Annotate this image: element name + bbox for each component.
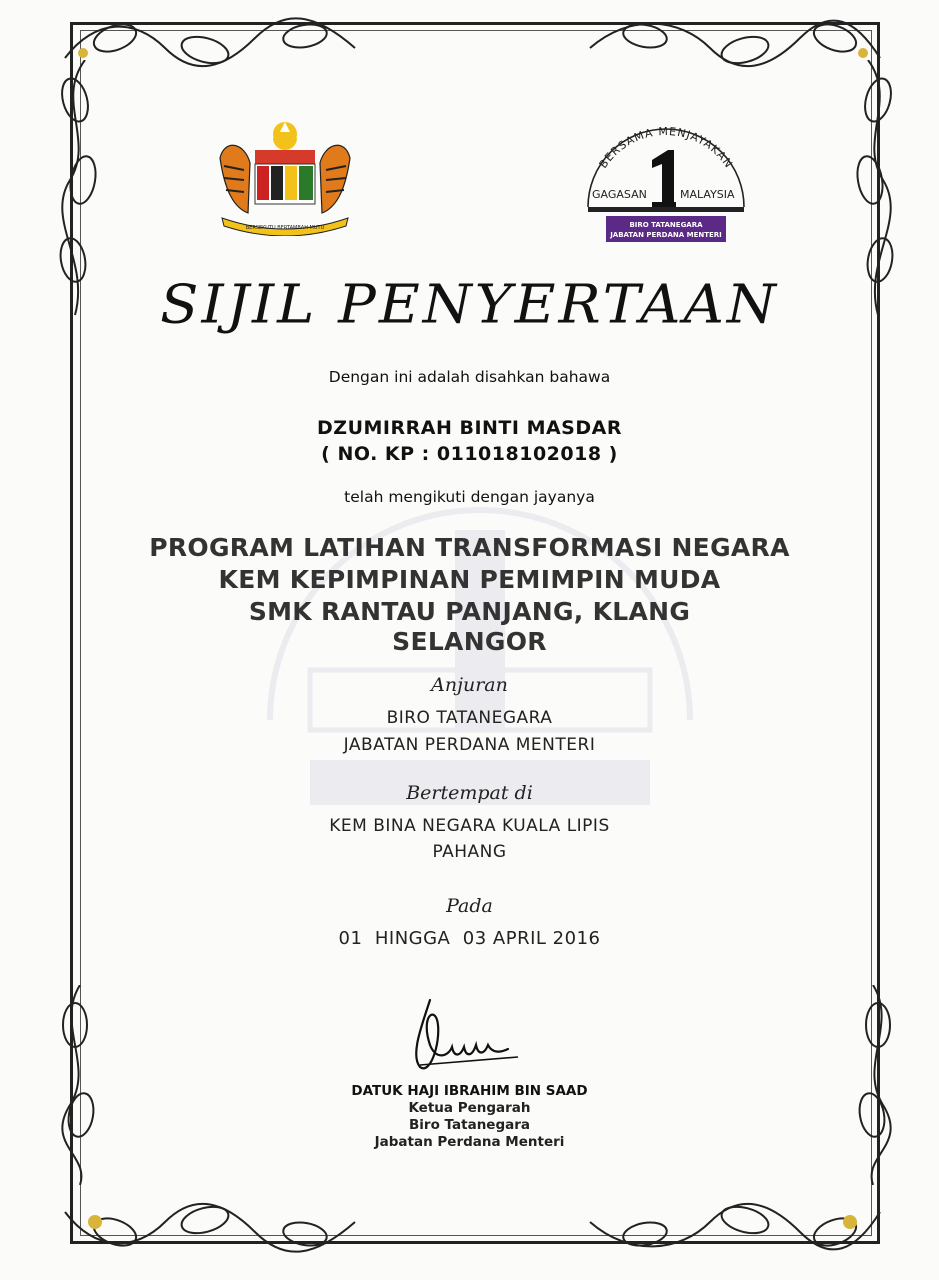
venue-line-1: KEM BINA NEGARA KUALA LIPIS	[329, 816, 610, 836]
signatory-name: DATUK HAJI IBRAHIM BIN SAAD	[351, 1083, 588, 1099]
recipient-name: DZUMIRRAH BINTI MASDAR	[317, 417, 622, 439]
ornament-bottom	[55, 1192, 890, 1267]
program-line-2: KEM KEPIMPINAN PEMIMPIN MUDA	[218, 565, 721, 594]
intro-text: Dengan ini adalah disahkan bahawa	[328, 368, 611, 386]
ornament-top	[55, 8, 890, 78]
organised-label: Anjuran	[431, 674, 508, 696]
completion-text: telah mengikuti dengan jayanya	[344, 488, 595, 506]
organiser-line-2: JABATAN PERDANA MENTERI	[343, 735, 596, 755]
certificate-title: SIJIL PENYERTAAN	[160, 273, 779, 336]
program-line-1: PROGRAM LATIHAN TRANSFORMASI NEGARA	[149, 533, 790, 562]
ic-number: ( NO. KP : 011018102018 )	[321, 443, 618, 465]
event-date: 01 HINGGA 03 APRIL 2016	[338, 928, 601, 949]
program-line-3: SMK RANTAU PANJANG, KLANG	[248, 597, 691, 626]
jata-motto: BERSEKUTU BERTAMBAH MUTU	[245, 225, 325, 231]
venue-label: Bertempat di	[406, 782, 533, 804]
logo-banner-line2: JABATAN PERDANA MENTERI	[610, 231, 722, 239]
organiser-line-1: BIRO TATANEGARA	[386, 708, 553, 728]
venue-line-2: PAHANG	[432, 842, 507, 862]
logo-arc-text: BERSAMA MENJAYAKAN	[596, 124, 736, 171]
program-line-4: SELANGOR	[392, 627, 547, 656]
date-label: Pada	[446, 895, 493, 917]
jata-negara-logo-icon	[210, 118, 360, 236]
logo-malaysia-text: MALAYSIA	[680, 188, 735, 201]
signature-icon	[400, 985, 530, 1075]
logo-gagasan-text: GAGASAN	[592, 188, 647, 201]
signatory-title-3: Jabatan Perdana Menteri	[374, 1134, 565, 1150]
gagasan-1malaysia-logo-icon	[582, 112, 750, 247]
signatory-title-1: Ketua Pengarah	[408, 1100, 531, 1116]
logo-banner-line1: BIRO TATANEGARA	[629, 221, 703, 229]
signatory-title-2: Biro Tatanegara	[409, 1117, 530, 1133]
